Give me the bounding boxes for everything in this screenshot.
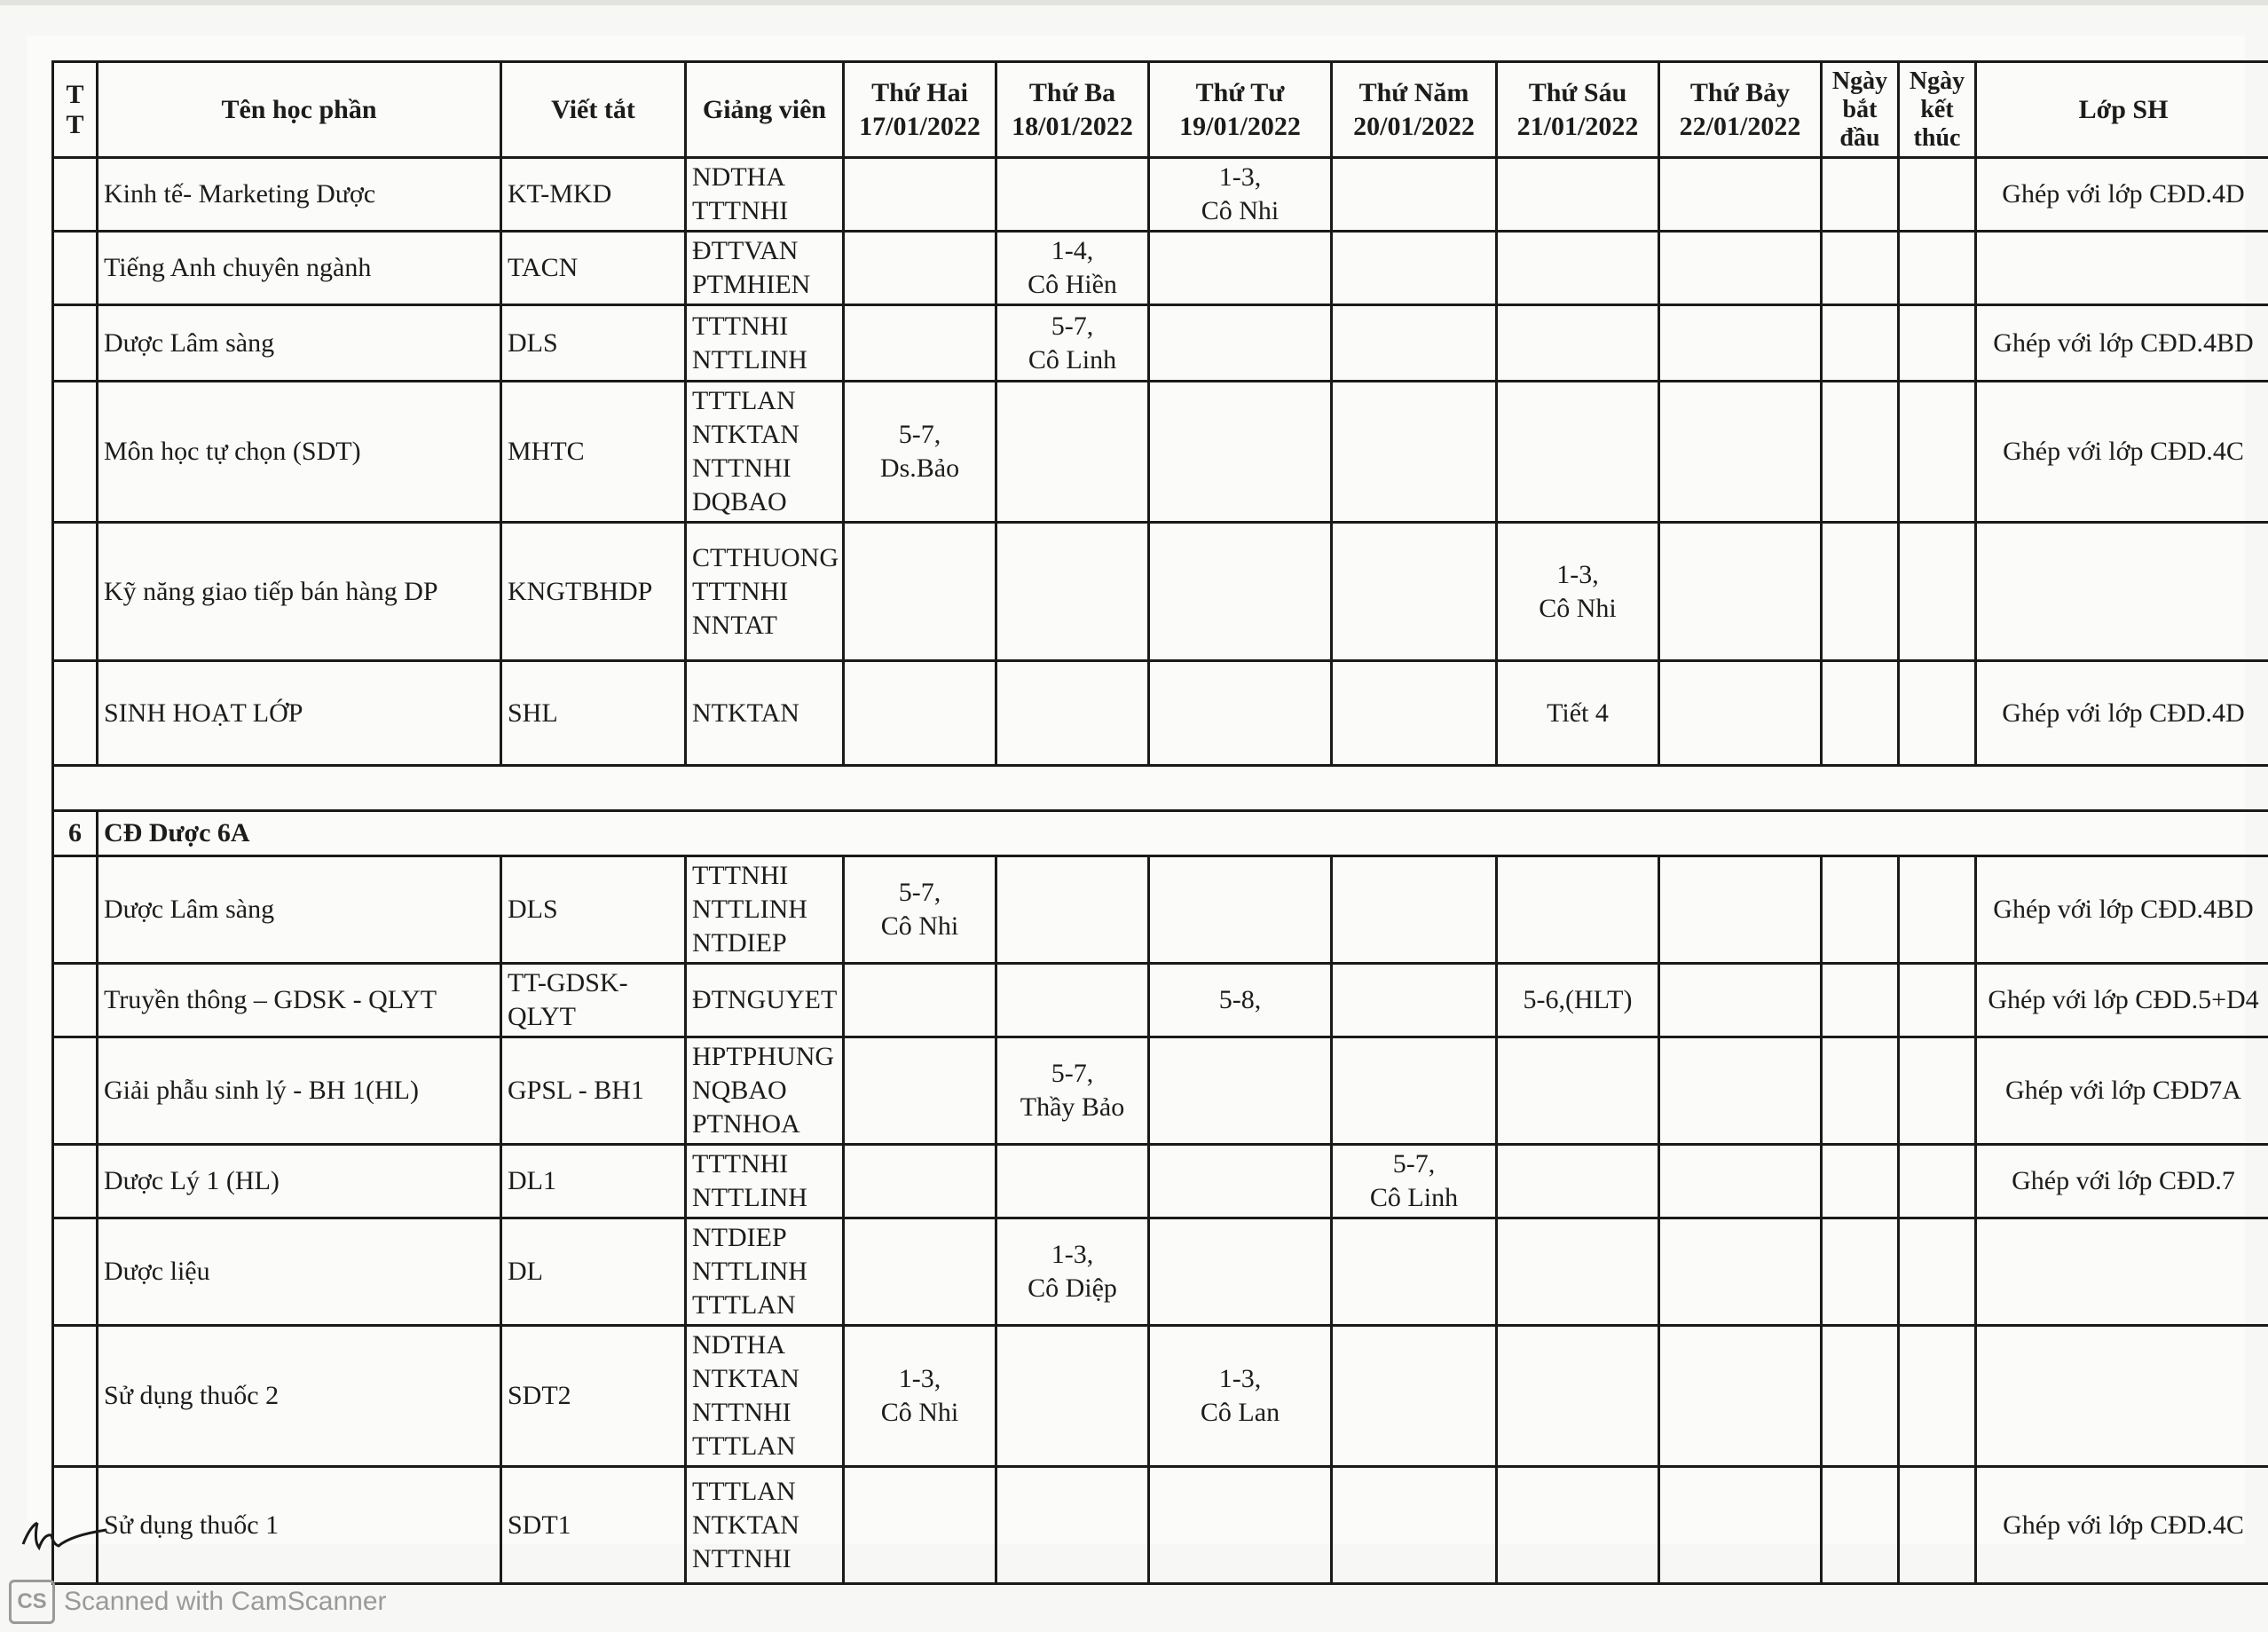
teacher-cell <box>686 1326 844 1467</box>
teacher-code: NTTLINH <box>692 344 807 374</box>
session-cell: 1-3, Cô Lan <box>1149 1326 1332 1467</box>
session-cell <box>1659 382 1822 523</box>
teacher-code: NTDIEP <box>692 928 787 958</box>
start-date-cell <box>1822 305 1899 382</box>
session-cell: 1-3, Cô Nhi <box>1149 158 1332 232</box>
session-cell <box>1659 305 1822 382</box>
subject-cell: Tiếng Anh chuyên ngành <box>98 232 501 305</box>
start-date-cell <box>1822 382 1899 523</box>
class-cell: Ghép với lớp CĐD.4BD <box>1976 305 2268 382</box>
row-number-cell <box>53 232 98 305</box>
row-number-cell <box>53 661 98 766</box>
timetable-sheet <box>27 35 2259 1573</box>
abbreviation-cell: SDT2 <box>501 1326 686 1467</box>
start-date-cell <box>1822 158 1899 232</box>
class-cell: Ghép với lớp CĐD.4C <box>1976 382 2268 523</box>
row-number-cell <box>53 158 98 232</box>
class-group-row <box>53 811 2268 856</box>
session-cell <box>1332 1467 1497 1584</box>
col-header-teacher: Giảng viên <box>686 62 844 158</box>
teacher-code: NTTNHI <box>692 453 791 483</box>
end-date-cell <box>1899 232 1976 305</box>
abbreviation-cell: SHL <box>501 661 686 766</box>
table-row <box>53 158 2268 232</box>
teacher-cell <box>686 964 844 1037</box>
teacher-code: NTTNHI <box>692 1543 791 1573</box>
subject-cell: Kỹ năng giao tiếp bán hàng DP <box>98 523 501 661</box>
col-header-end-date: Ngày kết thúc <box>1899 62 1976 158</box>
col-header-day: Thứ Tư 19/01/2022 <box>1149 62 1332 158</box>
col-header-day: Thứ Sáu 21/01/2022 <box>1497 62 1659 158</box>
abbreviation-cell: KNGTBHDP <box>501 523 686 661</box>
teacher-code: TTTNHI <box>692 861 789 890</box>
session-cell <box>1332 964 1497 1037</box>
end-date-cell <box>1899 305 1976 382</box>
start-date-cell <box>1822 964 1899 1037</box>
session-cell <box>996 856 1149 964</box>
table-row <box>53 856 2268 964</box>
session-cell <box>996 1467 1149 1584</box>
class-cell <box>1976 1218 2268 1326</box>
teacher-code: DQBAO <box>692 487 787 516</box>
class-cell <box>1976 523 2268 661</box>
class-cell: Ghép với lớp CĐD.7 <box>1976 1145 2268 1218</box>
session-cell <box>1149 1467 1332 1584</box>
subject-cell: Dược Lâm sàng <box>98 856 501 964</box>
teacher-cell <box>686 661 844 766</box>
session-cell <box>844 1218 996 1326</box>
session-cell: 5-6,(HLT) <box>1497 964 1659 1037</box>
session-cell <box>1332 1326 1497 1467</box>
teacher-code: NNTAT <box>692 610 777 640</box>
group-title: CĐ Dược 6A <box>98 811 2268 856</box>
end-date-cell <box>1899 856 1976 964</box>
session-cell: 5-7, Cô Linh <box>1332 1145 1497 1218</box>
abbreviation-cell: TACN <box>501 232 686 305</box>
abbreviation-cell: DLS <box>501 305 686 382</box>
start-date-cell <box>1822 523 1899 661</box>
end-date-cell <box>1899 1218 1976 1326</box>
teacher-code: ĐTTVAN <box>692 236 799 265</box>
start-date-cell <box>1822 1218 1899 1326</box>
class-cell: Ghép với lớp CĐD.4D <box>1976 158 2268 232</box>
subject-cell: SINH HOẠT LỚP <box>98 661 501 766</box>
teacher-code: CTTHUONG <box>692 542 839 572</box>
camscanner-text: Scanned with CamScanner <box>64 1587 387 1616</box>
end-date-cell <box>1899 523 1976 661</box>
session-cell <box>1332 1037 1497 1145</box>
session-cell <box>1497 1326 1659 1467</box>
start-date-cell <box>1822 1145 1899 1218</box>
table-row <box>53 232 2268 305</box>
end-date-cell <box>1899 158 1976 232</box>
teacher-cell <box>686 1145 844 1218</box>
col-header-tt: T T <box>53 62 98 158</box>
teacher-code: NTTNHI <box>692 1398 791 1427</box>
session-cell <box>1659 523 1822 661</box>
session-cell <box>1497 382 1659 523</box>
teacher-code: NTTLINH <box>692 1183 807 1212</box>
teacher-code: NTKTAN <box>692 698 799 728</box>
session-cell <box>1497 1145 1659 1218</box>
subject-cell: Sử dụng thuốc 1 <box>98 1467 501 1584</box>
session-cell <box>1332 382 1497 523</box>
session-cell <box>1659 964 1822 1037</box>
section-1-rows <box>53 158 2268 766</box>
teacher-code: NTKTAN <box>692 1510 799 1540</box>
table-row <box>53 1326 2268 1467</box>
session-cell <box>1332 661 1497 766</box>
session-cell <box>844 1467 996 1584</box>
teacher-code: TTTNHI <box>692 576 789 606</box>
class-cell: Ghép với lớp CĐD.4D <box>1976 661 2268 766</box>
abbreviation-cell: DLS <box>501 856 686 964</box>
session-cell <box>996 661 1149 766</box>
camscanner-watermark <box>9 1580 387 1624</box>
session-cell <box>1149 382 1332 523</box>
session-cell <box>1332 305 1497 382</box>
session-cell: 1-3, Cô Nhi <box>1497 523 1659 661</box>
session-cell <box>1332 523 1497 661</box>
end-date-cell <box>1899 1326 1976 1467</box>
session-cell <box>1659 661 1822 766</box>
teacher-cell <box>686 1218 844 1326</box>
end-date-cell <box>1899 1467 1976 1584</box>
teacher-code: TTTLAN <box>692 1476 796 1506</box>
table-row <box>53 382 2268 523</box>
timetable <box>51 60 2268 1585</box>
class-cell: Ghép với lớp CĐD.5+D4 <box>1976 964 2268 1037</box>
teacher-code: PTNHOA <box>692 1109 800 1139</box>
end-date-cell <box>1899 1145 1976 1218</box>
subject-cell: Truyền thông – GDSK - QLYT <box>98 964 501 1037</box>
session-cell <box>844 964 996 1037</box>
table-row <box>53 1145 2268 1218</box>
col-header-day: Thứ Bảy 22/01/2022 <box>1659 62 1822 158</box>
session-cell <box>1497 1218 1659 1326</box>
table-row <box>53 964 2268 1037</box>
teacher-code: ĐTNGUYET <box>692 985 838 1014</box>
teacher-code: HPTPHUNG <box>692 1042 835 1071</box>
teacher-code: NDTHA <box>692 162 785 192</box>
teacher-code: NQBAO <box>692 1076 787 1105</box>
session-cell <box>1659 1467 1822 1584</box>
teacher-code: NDTHA <box>692 1330 785 1360</box>
teacher-cell <box>686 232 844 305</box>
subject-cell: Dược Lý 1 (HL) <box>98 1145 501 1218</box>
session-cell <box>996 964 1149 1037</box>
col-header-day: Thứ Năm 20/01/2022 <box>1332 62 1497 158</box>
start-date-cell <box>1822 1467 1899 1584</box>
session-cell <box>996 1326 1149 1467</box>
table-row <box>53 661 2268 766</box>
table-row <box>53 305 2268 382</box>
session-cell <box>1497 856 1659 964</box>
session-cell <box>844 661 996 766</box>
abbreviation-cell: SDT1 <box>501 1467 686 1584</box>
teacher-code: NTTLINH <box>692 1257 807 1286</box>
start-date-cell <box>1822 1037 1899 1145</box>
row-number-cell <box>53 305 98 382</box>
row-number-cell <box>53 856 98 964</box>
subject-cell: Sử dụng thuốc 2 <box>98 1326 501 1467</box>
session-cell: 5-7, Ds.Bảo <box>844 382 996 523</box>
col-header-start-date: Ngày bắt đầu <box>1822 62 1899 158</box>
session-cell <box>1659 158 1822 232</box>
end-date-cell <box>1899 1037 1976 1145</box>
session-cell <box>844 523 996 661</box>
abbreviation-cell: MHTC <box>501 382 686 523</box>
session-cell <box>844 1037 996 1145</box>
teacher-cell <box>686 1467 844 1584</box>
table-row <box>53 1218 2268 1326</box>
session-cell: 5-7, Thầy Bảo <box>996 1037 1149 1145</box>
session-cell <box>844 158 996 232</box>
session-cell: 5-7, Cô Nhi <box>844 856 996 964</box>
class-cell <box>1976 1326 2268 1467</box>
header-row <box>53 62 2268 158</box>
abbreviation-cell: KT-MKD <box>501 158 686 232</box>
class-cell: Ghép với lớp CĐD7A <box>1976 1037 2268 1145</box>
scan-top-edge <box>0 0 2268 5</box>
session-cell <box>1149 856 1332 964</box>
class-cell: Ghép với lớp CĐD.4BD <box>1976 856 2268 964</box>
start-date-cell <box>1822 232 1899 305</box>
session-cell <box>996 1145 1149 1218</box>
row-number-cell <box>53 523 98 661</box>
session-cell <box>844 232 996 305</box>
abbreviation-cell: TT-GDSK- QLYT <box>501 964 686 1037</box>
session-cell <box>1149 1145 1332 1218</box>
teacher-cell <box>686 523 844 661</box>
session-cell <box>1659 1326 1822 1467</box>
end-date-cell <box>1899 964 1976 1037</box>
session-cell <box>1659 1218 1822 1326</box>
session-cell <box>1659 232 1822 305</box>
spacer-cell <box>53 766 2268 811</box>
table-row <box>53 1037 2268 1145</box>
start-date-cell <box>1822 1326 1899 1467</box>
session-cell: 5-7, Cô Linh <box>996 305 1149 382</box>
subject-cell: Dược Lâm sàng <box>98 305 501 382</box>
subject-cell: Giải phẫu sinh lý - BH 1(HL) <box>98 1037 501 1145</box>
col-header-class: Lớp SH <box>1976 62 2268 158</box>
session-cell <box>1497 232 1659 305</box>
session-cell <box>996 158 1149 232</box>
row-number-cell <box>53 1326 98 1467</box>
teacher-cell <box>686 158 844 232</box>
session-cell: Tiết 4 <box>1497 661 1659 766</box>
row-number-cell <box>53 1218 98 1326</box>
row-number-cell <box>53 964 98 1037</box>
teacher-code: NTDIEP <box>692 1223 787 1252</box>
start-date-cell <box>1822 856 1899 964</box>
teacher-code: PTMHIEN <box>692 270 811 299</box>
camscanner-logo-icon: CS <box>9 1580 55 1624</box>
session-cell <box>1332 158 1497 232</box>
session-cell <box>1497 158 1659 232</box>
group-number: 6 <box>53 811 98 856</box>
end-date-cell <box>1899 661 1976 766</box>
session-cell <box>1149 305 1332 382</box>
session-cell <box>1149 1037 1332 1145</box>
row-number-cell <box>53 1145 98 1218</box>
teacher-code: TTTLAN <box>692 386 796 415</box>
teacher-code: NTTLINH <box>692 895 807 924</box>
subject-cell: Dược liệu <box>98 1218 501 1326</box>
session-cell <box>996 523 1149 661</box>
col-header-day: Thứ Hai 17/01/2022 <box>844 62 996 158</box>
teacher-code: TTTNHI <box>692 311 789 341</box>
session-cell <box>1149 523 1332 661</box>
session-cell <box>844 305 996 382</box>
session-cell <box>1149 232 1332 305</box>
session-cell <box>1149 661 1332 766</box>
teacher-code: NTKTAN <box>692 1364 799 1393</box>
teacher-code: TTTLAN <box>692 1431 796 1461</box>
class-cell <box>1976 232 2268 305</box>
abbreviation-cell: GPSL - BH1 <box>501 1037 686 1145</box>
col-header-day: Thứ Ba 18/01/2022 <box>996 62 1149 158</box>
class-cell: Ghép với lớp CĐD.4C <box>1976 1467 2268 1584</box>
abbreviation-cell: DL1 <box>501 1145 686 1218</box>
abbreviation-cell: DL <box>501 1218 686 1326</box>
session-cell <box>844 1145 996 1218</box>
col-header-subject: Tên học phần <box>98 62 501 158</box>
handwritten-initials-icon <box>18 1509 115 1562</box>
row-number-cell <box>53 382 98 523</box>
session-cell: 1-4, Cô Hiền <box>996 232 1149 305</box>
teacher-code: TTTNHI <box>692 196 789 225</box>
row-number-cell <box>53 1037 98 1145</box>
col-header-abbr: Viết tắt <box>501 62 686 158</box>
teacher-cell <box>686 305 844 382</box>
session-cell <box>1497 1467 1659 1584</box>
session-cell: 5-8, <box>1149 964 1332 1037</box>
session-cell <box>1332 1218 1497 1326</box>
session-cell <box>1332 232 1497 305</box>
teacher-cell <box>686 856 844 964</box>
subject-cell: Kinh tế- Marketing Dược <box>98 158 501 232</box>
session-cell <box>1497 1037 1659 1145</box>
teacher-code: TTTNHI <box>692 1149 789 1179</box>
section-spacer <box>53 766 2268 856</box>
subject-cell: Môn học tự chọn (SDT) <box>98 382 501 523</box>
teacher-code: TTTLAN <box>692 1290 796 1320</box>
session-cell <box>1332 856 1497 964</box>
session-cell <box>1659 1145 1822 1218</box>
section-2-rows <box>53 856 2268 1584</box>
session-cell <box>1659 1037 1822 1145</box>
teacher-cell <box>686 1037 844 1145</box>
teacher-cell <box>686 382 844 523</box>
session-cell <box>1497 305 1659 382</box>
start-date-cell <box>1822 661 1899 766</box>
session-cell <box>1659 856 1822 964</box>
end-date-cell <box>1899 382 1976 523</box>
session-cell <box>1149 1218 1332 1326</box>
session-cell: 1-3, Cô Nhi <box>844 1326 996 1467</box>
session-cell <box>996 382 1149 523</box>
teacher-code: NTKTAN <box>692 420 799 449</box>
table-row <box>53 1467 2268 1584</box>
session-cell: 1-3, Cô Diệp <box>996 1218 1149 1326</box>
table-row <box>53 523 2268 661</box>
